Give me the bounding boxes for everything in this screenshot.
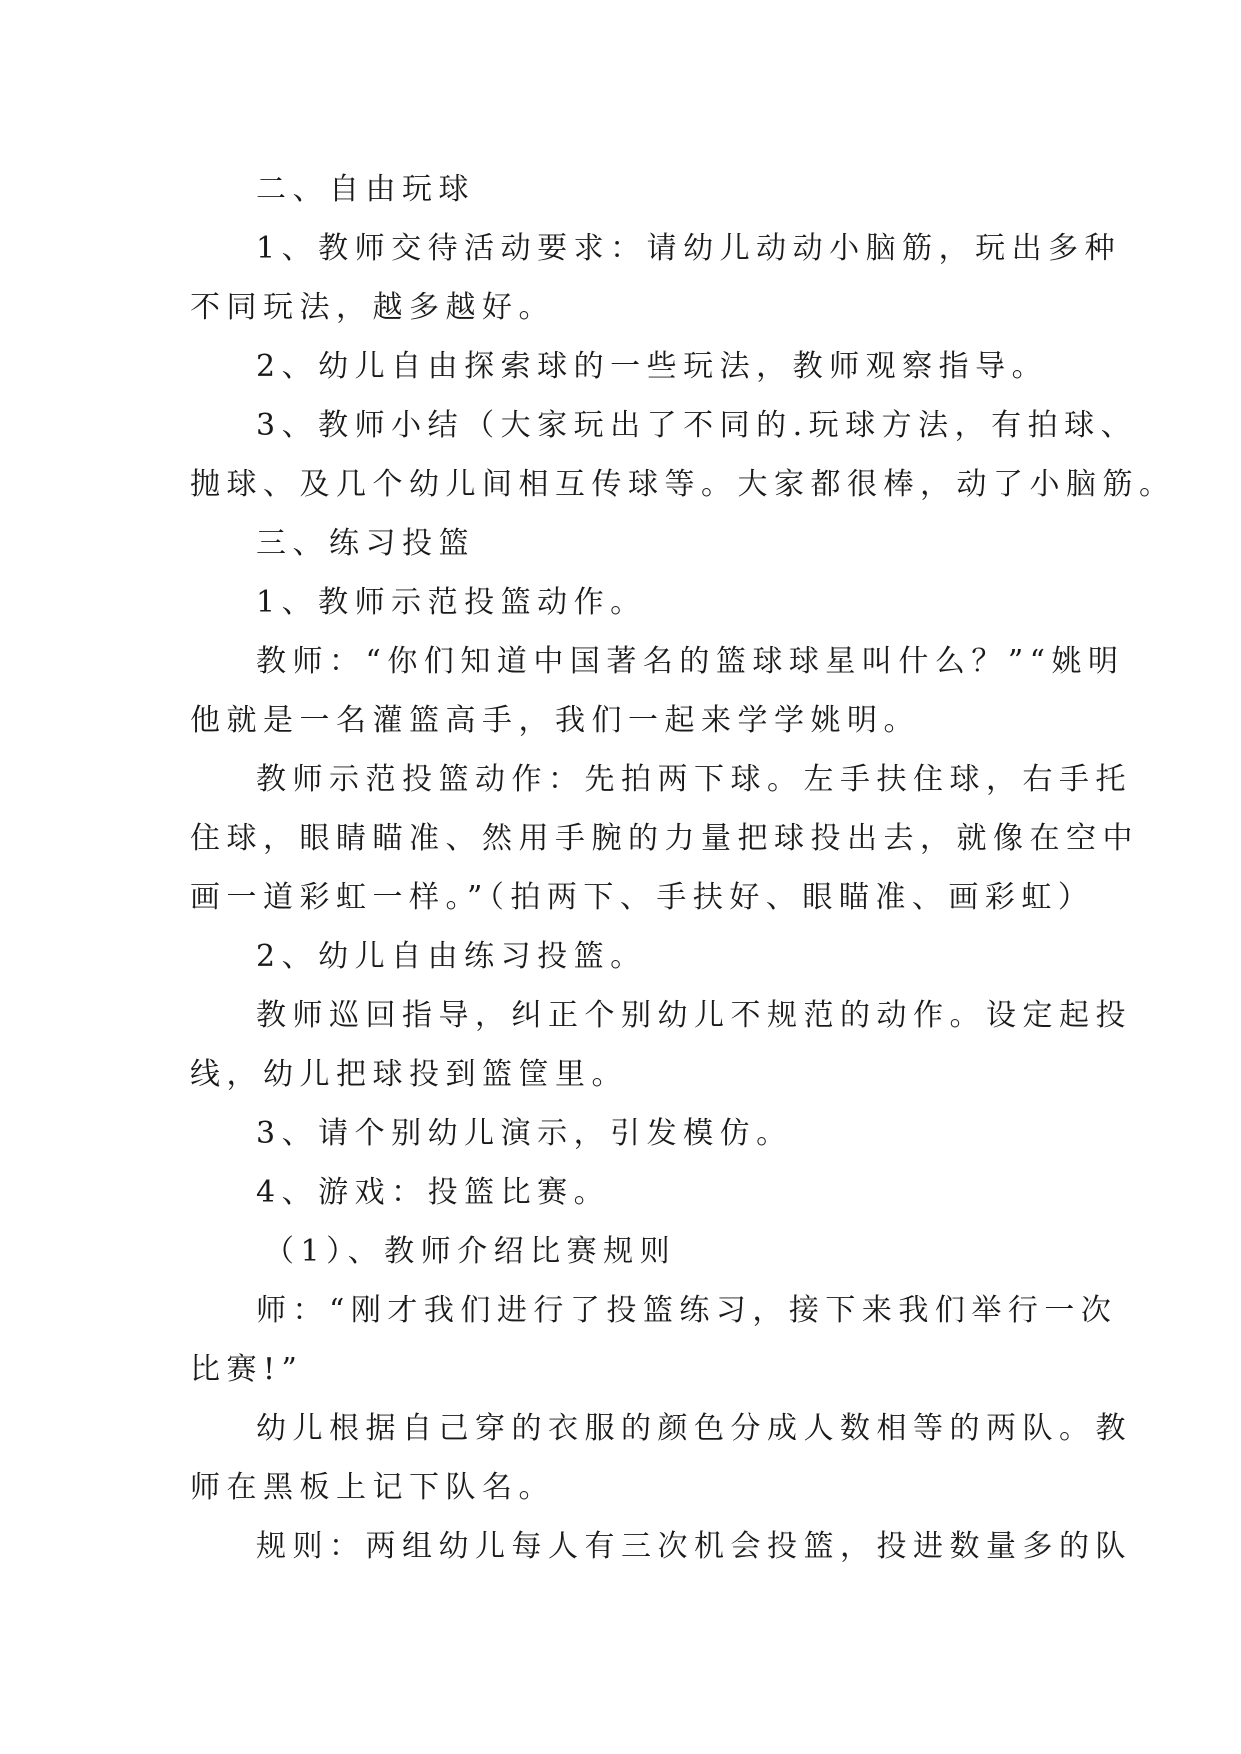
paragraph-line: 2、幼儿自由练习投篮。 [256,939,647,974]
paragraph-line: 线，幼儿把球投到篮筐里。 [190,1057,628,1092]
paragraph-line: 3、教师小结（大家玩出了不同的.玩球方法，有拍球、 [256,408,1138,443]
paragraph-line: 师：“刚才我们进行了投篮练习，接下来我们举行一次 [256,1293,1118,1328]
section-heading-free-play: 二、自由玩球 [256,172,475,207]
document-body [190,160,1176,1576]
paragraph-line: 1、教师交待活动要求：请幼儿动动小脑筋，玩出多种 [256,231,1122,266]
paragraph-line: 教师示范投篮动作：先拍两下球。左手扶住球，右手托 [256,762,1132,797]
paragraph-line: 幼儿根据自己穿的衣服的颜色分成人数相等的两队。教 [256,1411,1132,1446]
paragraph-line: 4、游戏：投篮比赛。 [256,1175,611,1210]
paragraph-line: 不同玩法，越多越好。 [190,290,555,325]
paragraph-line: 1、教师示范投篮动作。 [256,585,647,620]
section-heading-shooting-practice: 三、练习投篮 [256,526,475,561]
paragraph-line: （1）、教师介绍比赛规则 [264,1234,677,1269]
paragraph-line: 教师：“你们知道中国著名的篮球球星叫什么？”“姚明 [256,644,1125,679]
paragraph-line: 教师巡回指导，纠正个别幼儿不规范的动作。设定起投 [256,998,1132,1033]
paragraph-line: 他就是一名灌篮高手，我们一起来学学姚明。 [190,703,920,738]
paragraph-line: 画一道彩虹一样。”（拍两下、手扶好、眼瞄准、画彩虹） [190,880,1095,915]
paragraph-line: 师在黑板上记下队名。 [190,1470,555,1505]
paragraph-line: 抛球、及几个幼儿间相互传球等。大家都很棒，动了小脑筋。 [190,467,1176,502]
paragraph-line: 规则：两组幼儿每人有三次机会投篮，投进数量多的队 [256,1529,1132,1564]
paragraph-line: 3、请个别幼儿演示，引发模仿。 [256,1116,793,1151]
paragraph-line: 住球，眼睛瞄准、然用手腕的力量把球投出去，就像在空中 [190,821,1139,856]
paragraph-line: 2、幼儿自由探索球的一些玩法，教师观察指导。 [256,349,1049,384]
paragraph-line: 比赛!” [190,1352,304,1387]
